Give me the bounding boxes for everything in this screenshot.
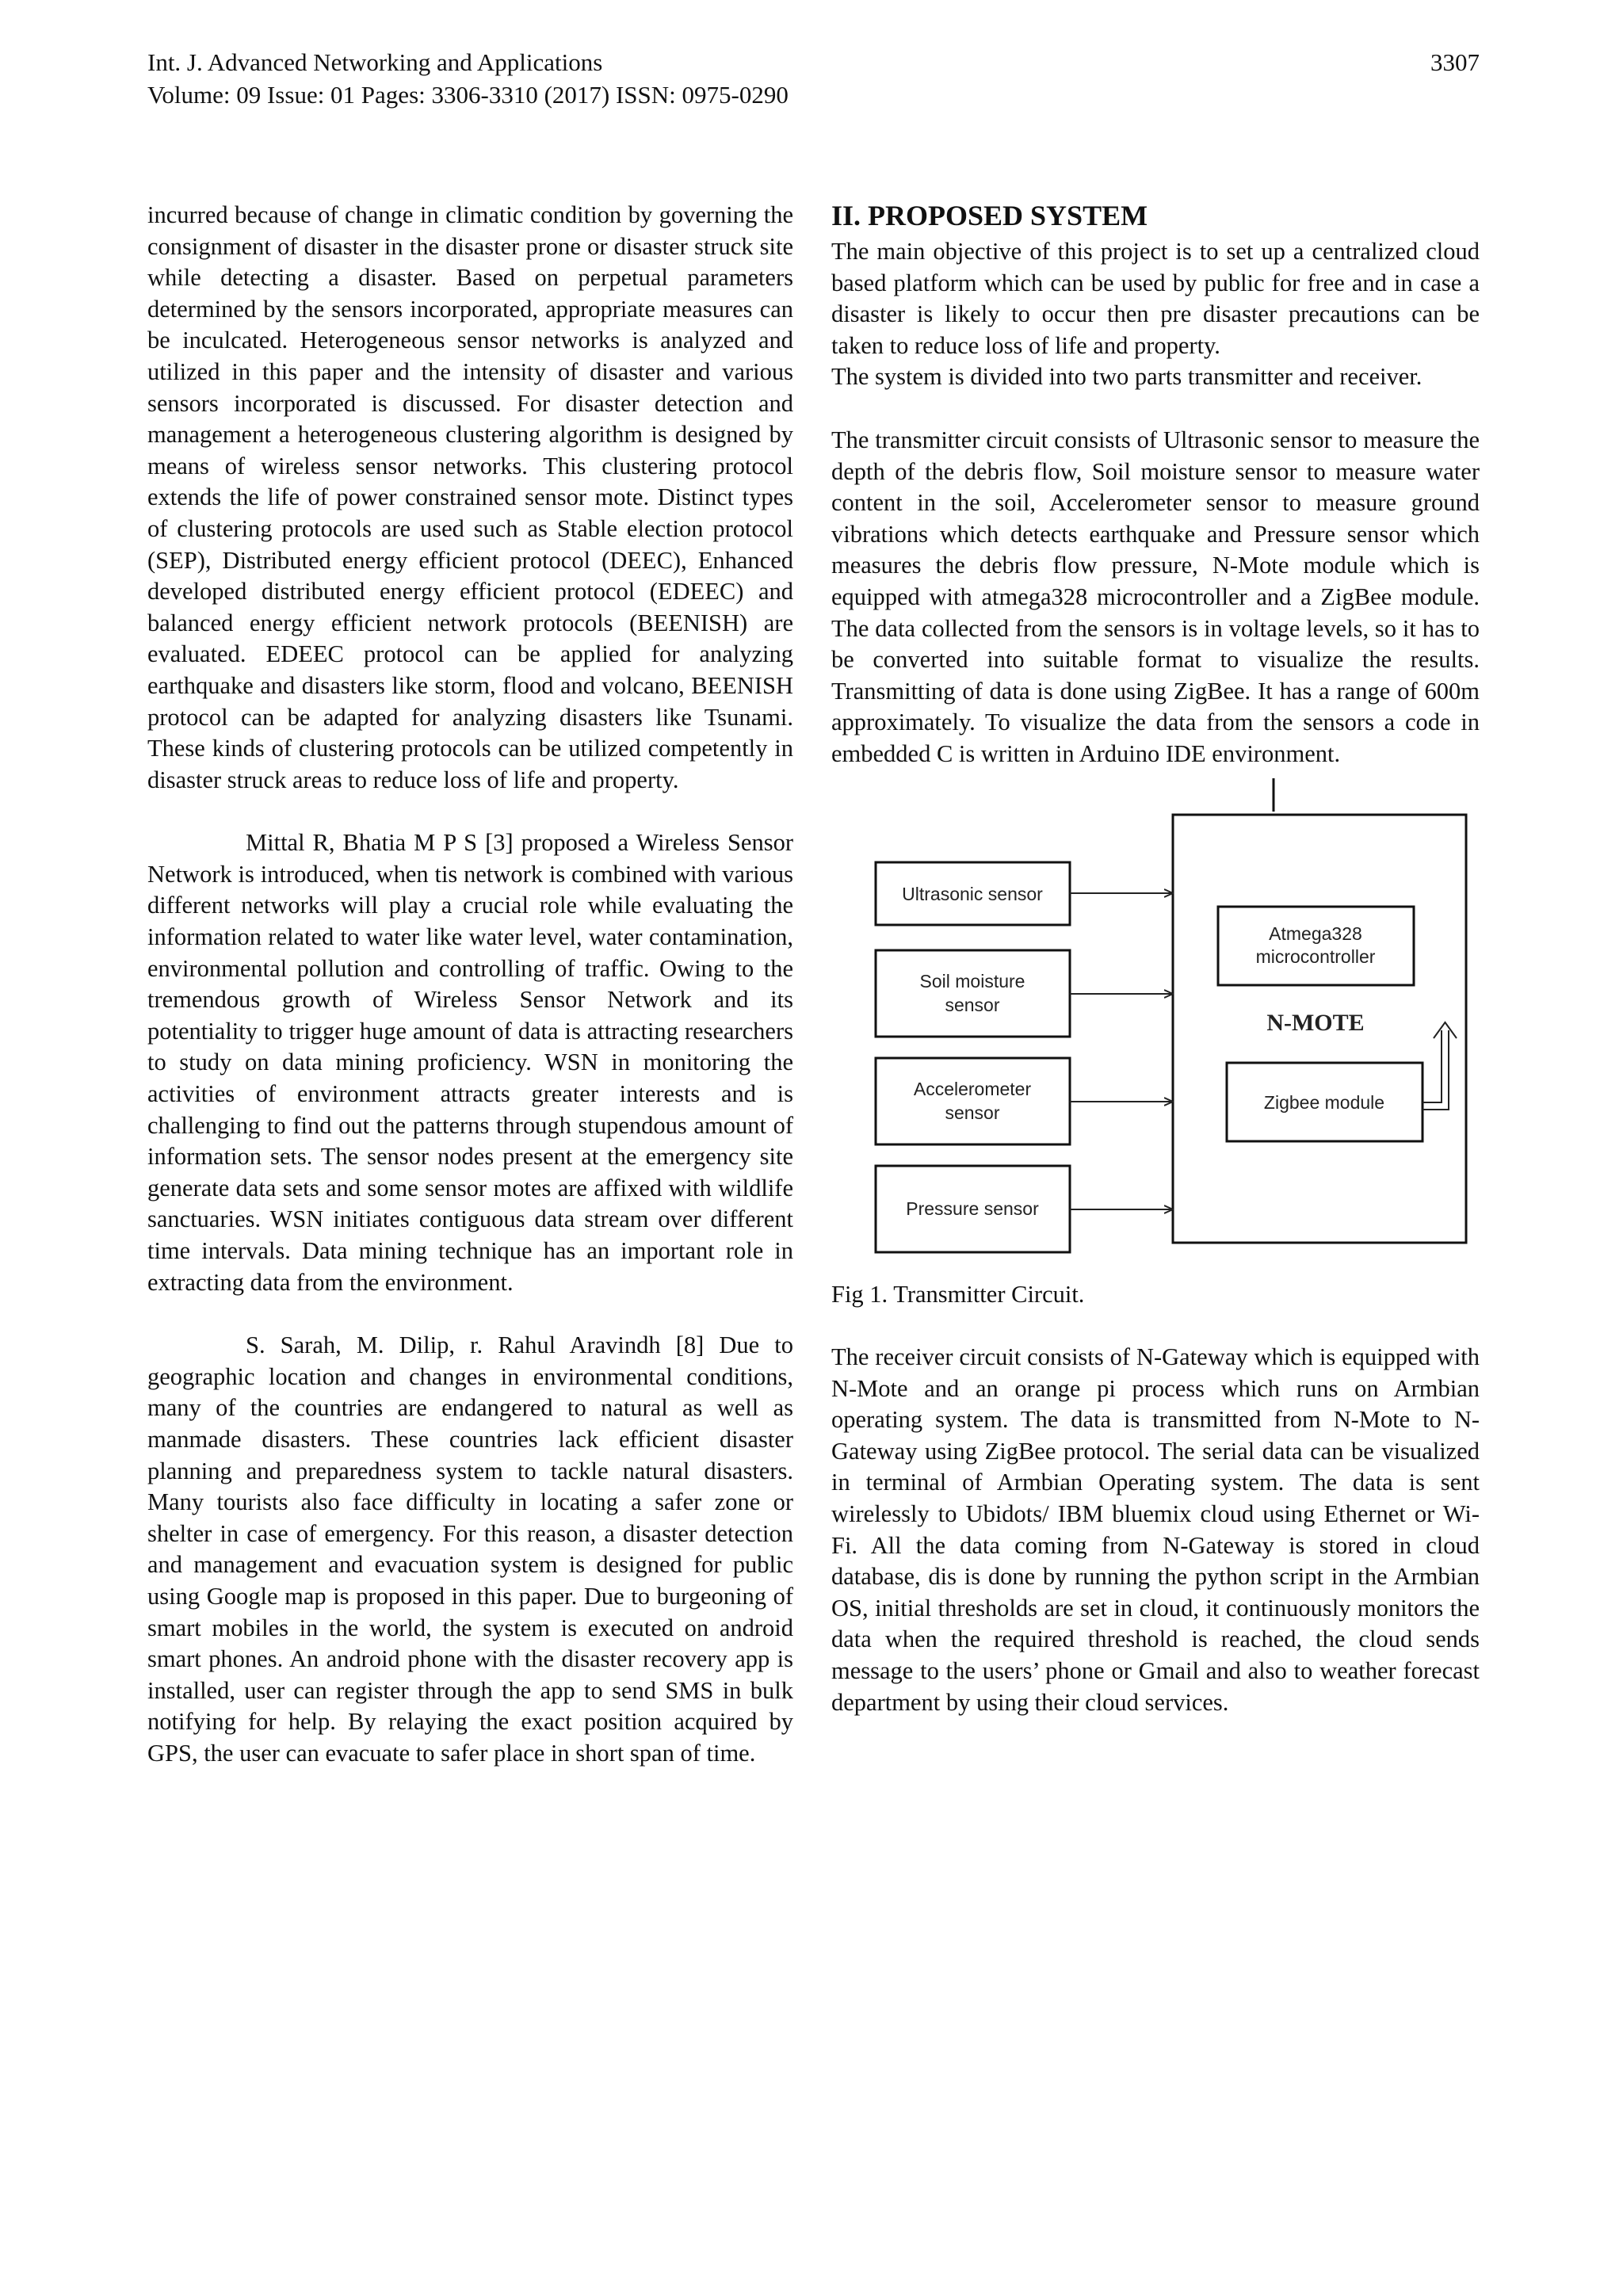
journal-name: Int. J. Advanced Networking and Applications [147, 48, 603, 76]
right-paragraph-3: The transmitter circuit consists of Ultrasonic sensor to measure the depth of the debris flow, Soil moisture sensor to measure water content in the soil, Accelerometer sensor to measure ground vibrations which detects earthquake and Pressure sensor which measures the debris flow pressure, N-Mote module which is equipped with atmega328 microcontroller and a ZigBee module. The data collected from the sensors is in voltage levels, so it has to be converted into suitable format to visualize the results. Transmitting of data is done using ZigBee. It has a range of 600m approximately. To visualize the data from the sensors a code in embedded C is written in Arduino IDE environment. [831, 426, 1480, 767]
right-paragraph-2: The system is divided into two parts transmitter and receiver. [831, 363, 1423, 391]
volume-info: Volume: 09 Issue: 01 Pages: 3306-3310 (2017) ISSN: 0975-0290 [147, 81, 789, 109]
accelerometer-label-2: sensor [945, 1102, 1000, 1123]
soil-moisture-label-2: sensor [945, 994, 1000, 1015]
n-mote-label: N-MOTE [1266, 1009, 1365, 1036]
paragraph-gap [147, 1298, 793, 1330]
left-paragraph-2: Mittal R, Bhatia M P S [3] proposed a Wireless Sensor Network is introduced, when tis network is combined with various different networks will play a crucial role while evaluating the information related to water like water level, water contamination, environmental pollution and controlling of traffic. Owing to the tremendous growth of Wireless Sensor Network and its potentiality to trigger huge amount of data is attracting researchers to study on data mining proficiency. WSN in monitoring the activities of environment attracts greater interests and is challenging to find out the patterns through stupendous amount of information sets. The sensor nodes present at the emergency site generate data sets and some sensor motes are affixed with wildlife sanctuaries. WSN initiates contiguous data stream over different time intervals. Data mining technique has an important role in extracting data from the environment. [147, 829, 793, 1296]
paragraph-gap [147, 796, 793, 827]
right-paragraph-4: The receiver circuit consists of N-Gateway which is equipped with N-Mote and an orange pi process which runs on Armbian operating system. The data is transmitted from N-Mote to N-Gateway using ZigBee protocol. The serial data can be visualized in terminal of Armbian Operating system. The data is sent wirelessly to Ubidots/ IBM bluemix cloud using Ethernet or Wi-Fi. All the data coming from N-Gateway is stored in cloud database, dis is done by running the python script in the Armbian OS, initial thresholds are set in cloud, it continuously monitors the data when the required threshold is reached, the cloud sends message to the users’ phone or Gmail and also to weather forecast department by using their cloud services. [831, 1343, 1480, 1716]
accelerometer-label-1: Accelerometer [913, 1078, 1032, 1099]
zigbee-module-label: Zigbee module [1263, 1091, 1385, 1113]
figure-caption: Fig 1. Transmitter Circuit. [831, 1280, 1085, 1308]
section-heading: II. PROPOSED SYSTEM [831, 200, 1148, 231]
left-paragraph-1: incurred because of change in climatic condition by governing the consignment of disaster in the disaster prone or disaster struck site while detecting a disaster. Based on perpetual parameters determined by the sensors incorporated, appropriate measures can be inculcated. Heterogeneous sensor networks is analyzed and utilized in this paper and the intensity of disaster and various sensors incorporated is discussed. For disaster detection and management a heterogeneous clustering algorithm is designed by means of wireless sensor networks. This clustering protocol extends the life of power constrained sensor mote. Distinct types of clustering protocols are used such as Stable election protocol (SEP), Distributed energy efficient protocol (DEEC), Enhanced developed distributed energy efficient protocol (EDEEC) and balanced energy efficient network protocols (BEENISH) are evaluated. EDEEC protocol can be applied for analyzing earthquake and disasters like storm, flood and volcano, BEENISH protocol can be adapted for analyzing disasters like Tsunami. These kinds of clustering protocols can be utilized competently in disaster struck areas to reduce loss of life and property. [147, 201, 793, 793]
page-number: 3307 [1430, 48, 1480, 76]
paragraph-gap [831, 393, 1480, 425]
right-column [831, 200, 1480, 1718]
accelerometer-sensor-box [876, 1058, 1070, 1144]
double-up-arrow [1423, 1022, 1457, 1110]
running-header [147, 46, 789, 111]
left-paragraph-3: S. Sarah, M. Dilip, r. Rahul Aravindh [8] Due to geographic location and changes in environmental conditions, many of the countries are endangered to natural as well as manmade disasters. These countries lack efficient disaster planning and preparedness system to tackle natural disasters. Many tourists also face difficulty in locating a safer zone or shelter in case of emergency. For this reason, a disaster detection and management and evacuation system is designed for public using Google map is proposed in this paper. Due to burgeoning of smart mobiles in the world, the system is executed on android smart phones. An android phone with the disaster recovery app is installed, user can register through the app to send SMS in bulk notifying for help. By relaying the exact position acquired by GPS, the user can evacuate to safer place in short span of time. [147, 1331, 793, 1767]
ultrasonic-sensor-label: Ultrasonic sensor [902, 883, 1043, 904]
microcontroller-label-1: Atmega328 [1269, 923, 1362, 944]
right-paragraph-1: The main objective of this project is to set up a centralized cloud based platform which can be used by public for free and in case a disaster is likely to occur then pre disaster precautions can be taken to reduce loss of life and property. [831, 238, 1480, 359]
soil-moisture-sensor-box [876, 950, 1070, 1037]
paragraph-gap [831, 1310, 1480, 1342]
soil-moisture-label-1: Soil moisture [919, 970, 1025, 991]
transmitter-circuit-figure [831, 770, 1480, 1262]
left-column [147, 200, 793, 1770]
block-diagram [831, 770, 1480, 1262]
pressure-sensor-label: Pressure sensor [906, 1198, 1039, 1219]
microcontroller-label-2: microcontroller [1255, 946, 1376, 967]
